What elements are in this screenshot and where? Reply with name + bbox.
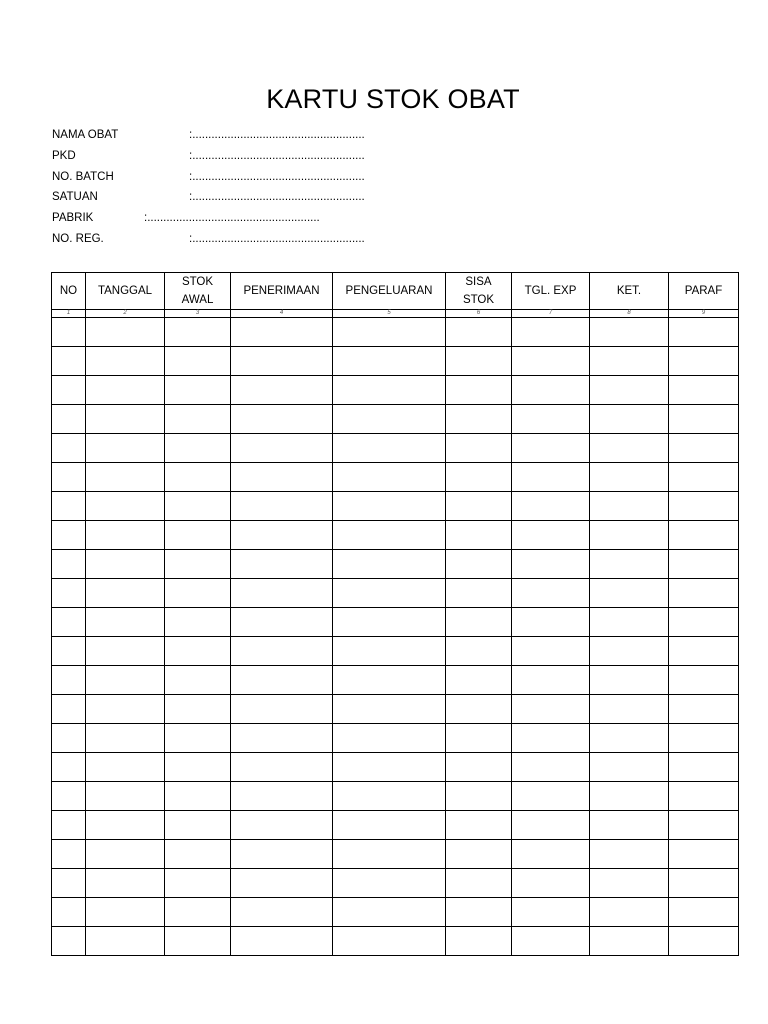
table-cell — [669, 434, 739, 463]
column-number: 5 — [333, 310, 446, 318]
table-cell — [669, 782, 739, 811]
table-cell — [86, 405, 165, 434]
field-label: NO. BATCH — [52, 170, 114, 183]
table-cell — [86, 434, 165, 463]
table-cell — [512, 550, 590, 579]
field-no-batch — [52, 167, 372, 188]
column-number: 6 — [446, 310, 512, 318]
table-cell — [52, 347, 86, 376]
table-cell — [333, 724, 446, 753]
table-row — [52, 521, 739, 550]
table-cell — [446, 550, 512, 579]
table-cell — [512, 811, 590, 840]
col-header-pengeluaran: PENGELUARAN — [333, 273, 446, 310]
info-section — [52, 125, 372, 250]
table-cell — [446, 811, 512, 840]
table-cell — [86, 782, 165, 811]
table-cell — [165, 434, 231, 463]
column-number: 3 — [165, 310, 231, 318]
col-header-ket: KET. — [590, 273, 669, 310]
table-cell — [86, 753, 165, 782]
table-row — [52, 463, 739, 492]
column-number: 9 — [669, 310, 739, 318]
table-cell — [52, 695, 86, 724]
table-cell — [446, 405, 512, 434]
table-cell — [446, 608, 512, 637]
table-cell — [590, 927, 669, 956]
table-cell — [446, 579, 512, 608]
table-cell — [446, 637, 512, 666]
table-cell — [512, 666, 590, 695]
table-cell — [446, 463, 512, 492]
table-cell — [446, 666, 512, 695]
table-cell — [590, 724, 669, 753]
field-no-reg — [52, 229, 372, 250]
field-pkd — [52, 146, 372, 167]
table-cell — [86, 724, 165, 753]
table-cell — [52, 811, 86, 840]
table-cell — [52, 318, 86, 347]
table-cell — [231, 550, 333, 579]
table-cell — [590, 318, 669, 347]
table-cell — [333, 927, 446, 956]
table-cell — [165, 347, 231, 376]
table-cell — [231, 579, 333, 608]
field-label: PABRIK — [52, 212, 94, 225]
table-cell — [590, 637, 669, 666]
table-row — [52, 318, 739, 347]
table-cell — [165, 782, 231, 811]
table-cell — [231, 840, 333, 869]
table-cell — [590, 463, 669, 492]
table-cell — [446, 753, 512, 782]
table-row — [52, 782, 739, 811]
table-cell — [590, 376, 669, 405]
table-cell — [669, 724, 739, 753]
table-cell — [512, 782, 590, 811]
table-cell — [669, 521, 739, 550]
table-cell — [512, 318, 590, 347]
table-cell — [590, 782, 669, 811]
table-cell — [52, 376, 86, 405]
table-cell — [512, 753, 590, 782]
table-cell — [333, 405, 446, 434]
table-cell — [86, 579, 165, 608]
table-cell — [669, 579, 739, 608]
table-cell — [446, 782, 512, 811]
col-header-tanggal: TANGGAL — [86, 273, 165, 310]
table-cell — [669, 840, 739, 869]
table-cell — [446, 347, 512, 376]
table-cell — [512, 347, 590, 376]
table-cell — [165, 463, 231, 492]
table-cell — [669, 608, 739, 637]
table-row — [52, 869, 739, 898]
table-cell — [52, 724, 86, 753]
table-cell — [333, 811, 446, 840]
table-cell — [590, 608, 669, 637]
table-cell — [165, 666, 231, 695]
field-blank: :...................................................... — [189, 170, 365, 183]
table-cell — [512, 521, 590, 550]
table-cell — [669, 753, 739, 782]
table-cell — [86, 550, 165, 579]
table-cell — [52, 927, 86, 956]
table-row — [52, 811, 739, 840]
table-cell — [165, 318, 231, 347]
table-cell — [333, 550, 446, 579]
table-cell — [165, 753, 231, 782]
table-cell — [512, 695, 590, 724]
table-cell — [669, 550, 739, 579]
table-cell — [165, 811, 231, 840]
table-cell — [231, 927, 333, 956]
table-cell — [165, 869, 231, 898]
table-cell — [590, 898, 669, 927]
table-cell — [52, 608, 86, 637]
table-cell — [333, 318, 446, 347]
table-cell — [446, 521, 512, 550]
table-row — [52, 347, 739, 376]
table-cell — [512, 405, 590, 434]
table-cell — [52, 521, 86, 550]
field-blank: :...................................................... — [189, 191, 365, 204]
page-title: KARTU STOK OBAT — [266, 84, 520, 114]
table-cell — [590, 434, 669, 463]
table-cell — [86, 318, 165, 347]
table-cell — [52, 666, 86, 695]
table-cell — [446, 434, 512, 463]
table-cell — [231, 695, 333, 724]
table-cell — [590, 753, 669, 782]
col-header-no: NO — [52, 273, 86, 310]
table-cell — [333, 782, 446, 811]
table-cell — [446, 724, 512, 753]
table-cell — [669, 869, 739, 898]
table-row — [52, 376, 739, 405]
col-header-penerimaan: PENERIMAAN — [231, 273, 333, 310]
table-cell — [231, 405, 333, 434]
table-cell — [86, 811, 165, 840]
table-cell — [512, 927, 590, 956]
table-cell — [52, 753, 86, 782]
table-row — [52, 405, 739, 434]
table-cell — [333, 521, 446, 550]
field-blank: :...................................................... — [189, 129, 365, 141]
table-cell — [165, 579, 231, 608]
table-cell — [669, 898, 739, 927]
table-cell — [333, 695, 446, 724]
table-cell — [512, 492, 590, 521]
table-cell — [231, 898, 333, 927]
table-cell — [333, 347, 446, 376]
field-blank: :...................................................... — [189, 232, 365, 245]
table-cell — [86, 608, 165, 637]
table-cell — [590, 405, 669, 434]
table-cell — [333, 463, 446, 492]
table-cell — [669, 318, 739, 347]
table-cell — [86, 927, 165, 956]
table-cell — [52, 463, 86, 492]
table-row — [52, 753, 739, 782]
col-header-tgl-exp: TGL. EXP — [512, 273, 590, 310]
column-number: 1 — [52, 310, 86, 318]
table-row — [52, 724, 739, 753]
table-cell — [86, 463, 165, 492]
table-cell — [590, 666, 669, 695]
col-header-stok-awal: STOK AWAL — [165, 273, 231, 310]
table-cell — [333, 753, 446, 782]
column-number: 2 — [86, 310, 165, 318]
table-cell — [446, 318, 512, 347]
table-cell — [333, 492, 446, 521]
table-cell — [86, 637, 165, 666]
table-cell — [669, 811, 739, 840]
table-cell — [512, 724, 590, 753]
table-cell — [669, 405, 739, 434]
table-cell — [52, 434, 86, 463]
table-cell — [231, 463, 333, 492]
table-row — [52, 608, 739, 637]
table-cell — [165, 724, 231, 753]
table-cell — [446, 695, 512, 724]
table-cell — [231, 434, 333, 463]
field-nama-obat — [52, 125, 372, 146]
table-cell — [165, 927, 231, 956]
table-row — [52, 695, 739, 724]
table-cell — [512, 637, 590, 666]
table-cell — [512, 898, 590, 927]
table-cell — [333, 840, 446, 869]
table-cell — [231, 724, 333, 753]
table-cell — [52, 550, 86, 579]
table-cell — [165, 637, 231, 666]
field-label: NAMA OBAT — [52, 129, 119, 141]
header-row — [52, 273, 739, 310]
table-cell — [86, 898, 165, 927]
table-cell — [590, 579, 669, 608]
table-cell — [52, 869, 86, 898]
table-cell — [231, 376, 333, 405]
table-cell — [590, 521, 669, 550]
table-cell — [86, 666, 165, 695]
field-blank: :...................................................... — [189, 149, 365, 162]
table-cell — [52, 840, 86, 869]
table-row — [52, 492, 739, 521]
table-cell — [52, 492, 86, 521]
table-cell — [333, 666, 446, 695]
table-cell — [512, 869, 590, 898]
table-cell — [669, 666, 739, 695]
table-cell — [669, 347, 739, 376]
field-label: SATUAN — [52, 191, 98, 204]
table-cell — [231, 869, 333, 898]
col-header-paraf: PARAF — [669, 273, 739, 310]
table-cell — [165, 376, 231, 405]
table-row — [52, 579, 739, 608]
table-cell — [512, 434, 590, 463]
column-number: 7 — [512, 310, 590, 318]
table-cell — [86, 840, 165, 869]
table-cell — [165, 608, 231, 637]
col-header-sisa-stok: SISA STOK — [446, 273, 512, 310]
table-cell — [512, 608, 590, 637]
field-label: PKD — [52, 149, 76, 162]
field-satuan — [52, 187, 372, 208]
table-cell — [669, 376, 739, 405]
table-cell — [333, 579, 446, 608]
column-number-row — [52, 310, 739, 318]
table-cell — [86, 376, 165, 405]
table-cell — [86, 869, 165, 898]
table-row — [52, 637, 739, 666]
table-cell — [231, 782, 333, 811]
table-cell — [446, 869, 512, 898]
table-cell — [333, 637, 446, 666]
table-cell — [165, 550, 231, 579]
table-cell — [669, 927, 739, 956]
field-blank: :...................................................... — [144, 212, 320, 225]
table-cell — [669, 695, 739, 724]
column-number: 8 — [590, 310, 669, 318]
table-cell — [446, 898, 512, 927]
table-row — [52, 434, 739, 463]
table-cell — [86, 492, 165, 521]
table-cell — [52, 579, 86, 608]
table-row — [52, 666, 739, 695]
stock-table-body — [52, 318, 739, 956]
table-cell — [590, 840, 669, 869]
table-cell — [333, 376, 446, 405]
table-cell — [512, 579, 590, 608]
table-cell — [446, 492, 512, 521]
table-cell — [669, 463, 739, 492]
table-cell — [52, 637, 86, 666]
table-cell — [165, 898, 231, 927]
table-cell — [669, 637, 739, 666]
table-cell — [446, 376, 512, 405]
table-cell — [231, 492, 333, 521]
table-cell — [52, 898, 86, 927]
field-pabrik — [52, 208, 372, 229]
table-cell — [590, 811, 669, 840]
table-cell — [231, 753, 333, 782]
table-cell — [333, 608, 446, 637]
table-cell — [512, 376, 590, 405]
table-cell — [590, 695, 669, 724]
table-cell — [333, 434, 446, 463]
table-cell — [590, 347, 669, 376]
table-cell — [333, 898, 446, 927]
table-cell — [165, 695, 231, 724]
table-cell — [231, 521, 333, 550]
table-cell — [446, 840, 512, 869]
field-label: NO. REG. — [52, 232, 104, 245]
stock-table — [51, 272, 739, 956]
table-cell — [231, 347, 333, 376]
table-row — [52, 898, 739, 927]
table-row — [52, 927, 739, 956]
table-cell — [231, 608, 333, 637]
table-cell — [231, 811, 333, 840]
table-cell — [590, 869, 669, 898]
table-cell — [52, 782, 86, 811]
table-row — [52, 840, 739, 869]
table-cell — [231, 666, 333, 695]
table-cell — [669, 492, 739, 521]
table-cell — [446, 927, 512, 956]
column-number: 4 — [231, 310, 333, 318]
table-cell — [590, 492, 669, 521]
table-cell — [512, 840, 590, 869]
table-cell — [165, 405, 231, 434]
table-cell — [231, 637, 333, 666]
table-row — [52, 550, 739, 579]
table-cell — [86, 347, 165, 376]
table-cell — [165, 521, 231, 550]
table-cell — [590, 550, 669, 579]
table-cell — [165, 492, 231, 521]
table-cell — [512, 463, 590, 492]
table-cell — [333, 869, 446, 898]
table-cell — [86, 521, 165, 550]
table-cell — [86, 695, 165, 724]
table-cell — [52, 405, 86, 434]
table-cell — [165, 840, 231, 869]
table-cell — [231, 318, 333, 347]
